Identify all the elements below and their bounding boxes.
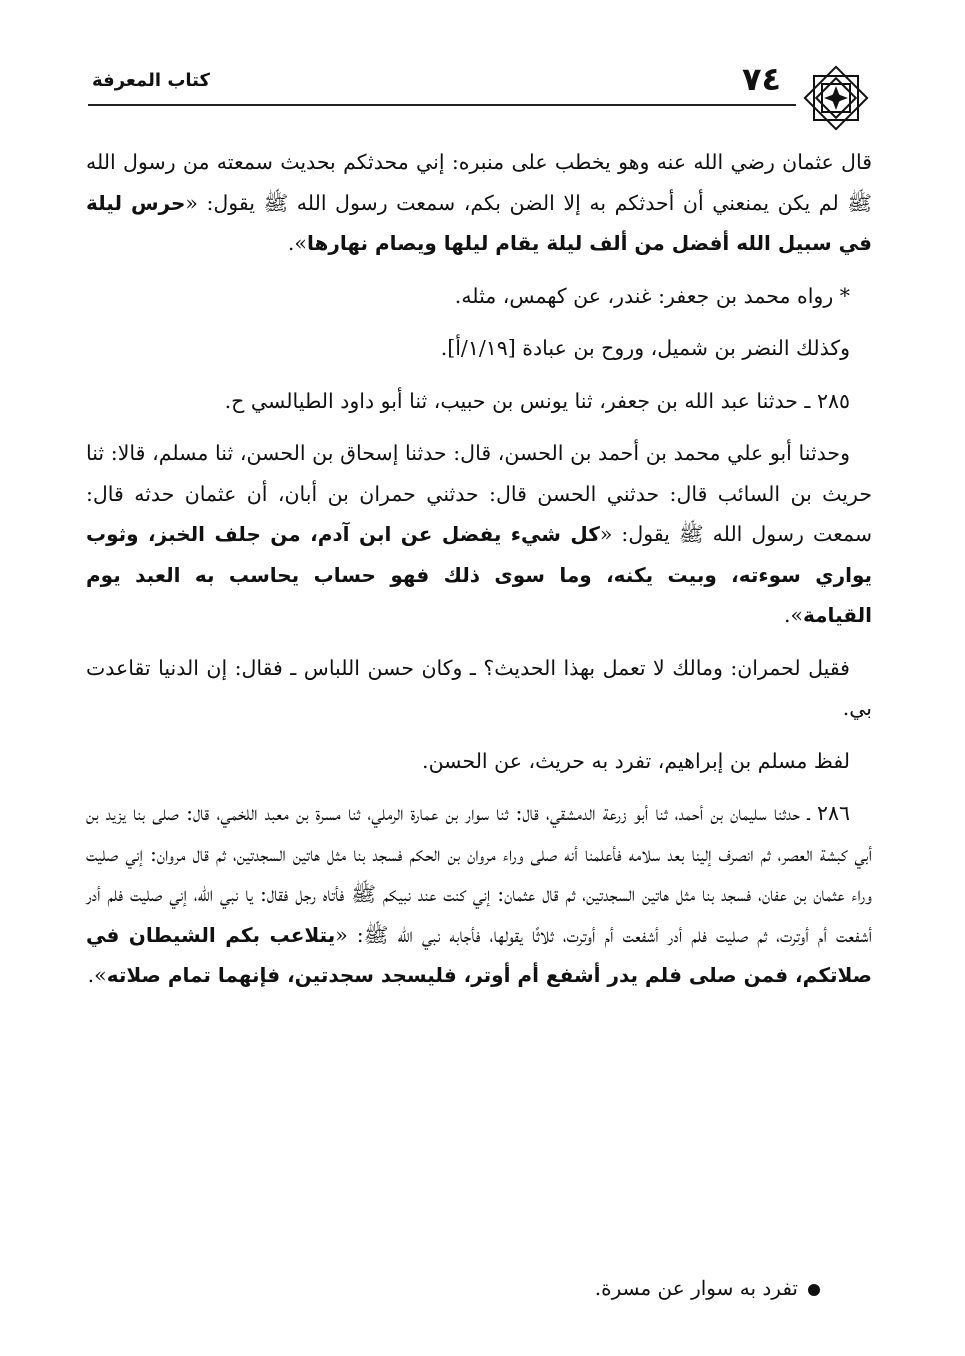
book-title: كتاب المعرفة	[92, 70, 210, 91]
paragraph-text: ».	[287, 231, 307, 255]
paragraph	[86, 793, 872, 996]
paragraph	[86, 741, 872, 782]
star-ornament-icon	[798, 60, 874, 136]
paragraph-text: وكذلك النضر بن شميل، وروح بن عبادة [١/١٩/أ].	[440, 336, 850, 360]
paragraph-text: وحدثنا أبو علي محمد بن أحمد بن الحسن، قال: حدثنا إسحاق بن الحسن، ثنا مسلم، قالا: ثنا حريث بن السائب قال: حدثني الحسن قال: حدثني حمران بن أبان، أن عثمان حدثه قال: سمعت رسول الله ﷺ يقول: «	[86, 441, 872, 546]
page-number: ٧٤	[742, 60, 782, 98]
paragraph	[86, 142, 872, 264]
paragraph	[86, 276, 872, 317]
footnote-text: تفرد به سوار عن مسرة.	[594, 1276, 798, 1300]
paragraph	[86, 433, 872, 636]
paragraph	[86, 381, 872, 422]
hadith-text: كل شيء يفضل عن ابن آدم، من جلف الخبز، وثوب يواري سوءته، وبيت يكنه، وما سوى ذلك فهو حساب يحاسب به العبد يوم القيامة	[86, 522, 872, 627]
paragraph-text: ».	[783, 603, 804, 627]
paragraph-text: قال عثمان رضي الله عنه وهو يخطب على منبره: إني محدثكم بحديث سمعته من رسول الله ﷺ لم يكن يمنعني أن أحدثكم به إلا الضن بكم، سمعت رسول الله ﷺ يقول: «	[86, 150, 872, 215]
paragraph-text: * رواه محمد بن جعفر: غندر، عن كهمس، مثله.	[454, 283, 850, 308]
paragraph	[86, 328, 872, 369]
hadith-text: يتلاعب بكم الشيطان في صلاتكم، فمن صلى فلم يدر أشفع أم أوتر، فليسجد سجدتين، فإنهما تمام صلاته	[86, 922, 872, 987]
hadith-text: حرس ليلة في سبيل الله أفضل من ألف ليلة يقام ليلها ويصام نهارها	[86, 190, 872, 255]
bullet-icon	[808, 1284, 820, 1296]
paragraph-text: ٢٨٦ ـ حدثنا سليمان بن أحمد، ثنا أبو زرعة الدمشقي، قال: ثنا سوار بن عمارة الرملي، ثنا مسرة بن معبد اللخمي، قال: صلى بنا يزيد بن أبي كبشة العصر، ثم انصرف إلينا بعد سلامه فأعلمنا أنه صلى وراء مروان بن الحكم فسجد بنا مثل هاتين السجدتين، ثم قال مروان: إني صليت وراء عثمان بن عفان، فسجد بنا مثل هاتين السجدتين، ثم قال عثمان: إني كنت عند نبيكم ﷺ فأتاه رجل فقال: يا نبي الله، إني صليت فلم أدر أشفعت أم أوترت، ثم صليت فلم أدر أشفعت أم أوترت، ثلاثًا يقولها، فأجابه نبي الله ﷺ: «	[86, 801, 872, 947]
paragraph	[86, 648, 872, 729]
header-divider	[88, 104, 796, 106]
paragraph-text: ».	[87, 963, 107, 987]
footnote-line	[300, 1268, 820, 1308]
page-body	[86, 142, 872, 1008]
paragraph-text: ٢٨٥ ـ حدثنا عبد الله بن جعفر، ثنا يونس بن حبيب، ثنا أبو داود الطيالسي ح.	[224, 388, 850, 413]
paragraph-text: لفظ مسلم بن إبراهيم، تفرد به حريث، عن الحسن.	[422, 748, 850, 773]
paragraph-text: فقيل لحمران: ومالك لا تعمل بهذا الحديث؟ ـ وكان حسن اللباس ـ فقال: إن الدنيا تقاعدت بي.	[86, 655, 872, 720]
